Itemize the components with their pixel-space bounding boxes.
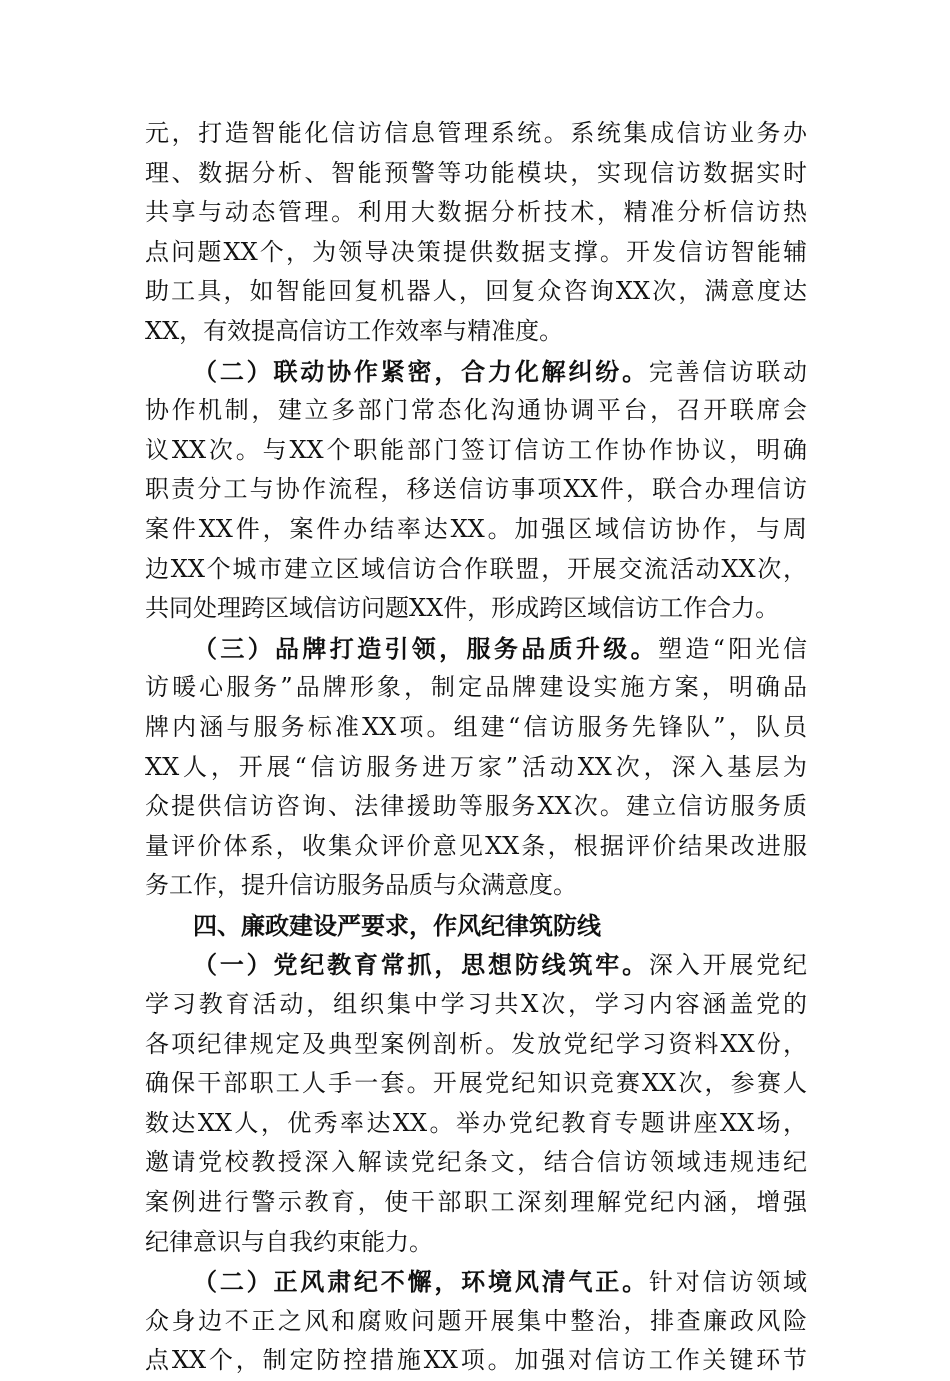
text-line: 案件XX件，案件办结率达XX。加强区域信访协作，与周	[145, 514, 807, 543]
subsection-lead: （三）品牌打造引领，服务品质升级。	[193, 633, 658, 663]
text-line: 协作机制，建立多部门常态化沟通协调平台，召开联席会	[145, 396, 807, 425]
subsection-lead: （二）正风肃纪不懈，环境风清气正。	[193, 1267, 649, 1297]
text-span: 完善信访联动	[648, 357, 808, 386]
text-line: 边XX个城市建立区域信访合作联盟，开展交流活动XX次，	[145, 554, 807, 583]
text-line: 点XX个，制定防控措施XX项。加强对信访工作关键环节	[145, 1346, 807, 1375]
paragraph-first-line	[145, 629, 807, 669]
section-heading: 四、廉政建设严要求，作风纪律筑防线	[193, 910, 601, 940]
subsection-lead: （一）党纪教育常抓，思想防线筑牢。	[193, 950, 649, 980]
text-span: 针对信访领域	[648, 1268, 808, 1297]
text-line: 众身边不正之风和腐败问题开展集中整治，排查廉政风险	[145, 1306, 807, 1335]
text-line: 务工作，提升信访服务品质与众满意度。	[145, 871, 577, 900]
text-line: XX人，开展“信访服务进万家”活动XX次，深入基层为	[145, 752, 807, 781]
text-span: 塑造“阳光信	[657, 634, 807, 663]
text-span: 深入开展党纪	[648, 951, 808, 980]
subsection-lead: （二）联动协作紧密，合力化解纠纷。	[193, 356, 649, 386]
text-line: 纪律意识与自我约束能力。	[145, 1227, 433, 1256]
paragraph-first-line	[145, 945, 807, 985]
text-line: 邀请党校教授深入解读党纪条文，结合信访领域违规违纪	[145, 1148, 807, 1177]
document-page	[145, 114, 807, 1381]
text-line: 元，打造智能化信访信息管理系统。系统集成信访业务办	[145, 119, 807, 147]
text-line: 共同处理跨区域信访问题XX件，形成跨区域信访工作合力。	[145, 594, 780, 623]
text-line: 各项纪律规定及典型案例剖析。发放党纪学习资料XX份，	[145, 1029, 807, 1058]
text-line: 议XX次。与XX个职能部门签订信访工作协作协议，明确	[145, 435, 807, 464]
text-line: 确保干部职工人手一套。开展党纪知识竞赛XX次，参赛人	[145, 1069, 807, 1098]
text-line: 助工具，如智能回复机器人，回复众咨询XX次，满意度达	[145, 277, 807, 306]
text-line: 学习教育活动，组织集中学习共X次，学习内容涵盖党的	[145, 990, 807, 1019]
text-line: 数达XX人，优秀率达XX。举办党纪教育专题讲座XX场，	[145, 1108, 807, 1137]
text-line: XX，有效提高信访工作效率与精准度。	[145, 316, 564, 345]
text-line: 众提供信访咨询、法律援助等服务XX次。建立信访服务质	[145, 792, 807, 821]
paragraph-first-line	[145, 1262, 807, 1302]
text-line: 访暖心服务”品牌形象，制定品牌建设实施方案，明确品	[145, 673, 807, 702]
text-line: 量评价体系，收集众评价意见XX条，根据评价结果改进服	[145, 831, 807, 860]
paragraph-first-line	[145, 352, 807, 392]
text-line: 职责分工与协作流程，移送信访事项XX件，联合办理信访	[145, 475, 807, 504]
text-line: 案例进行警示教育，使干部职工深刻理解党纪内涵，增强	[145, 1188, 807, 1217]
text-line: 理、数据分析、智能预警等功能模块，实现信访数据实时	[145, 158, 807, 187]
text-line: 牌内涵与服务标准XX项。组建“信访服务先锋队”，队员	[145, 712, 807, 741]
text-line: 点问题XX个，为领导决策提供数据支撑。开发信访智能辅	[145, 237, 807, 266]
text-line: 共享与动态管理。利用大数据分析技术，精准分析信访热	[145, 198, 807, 227]
